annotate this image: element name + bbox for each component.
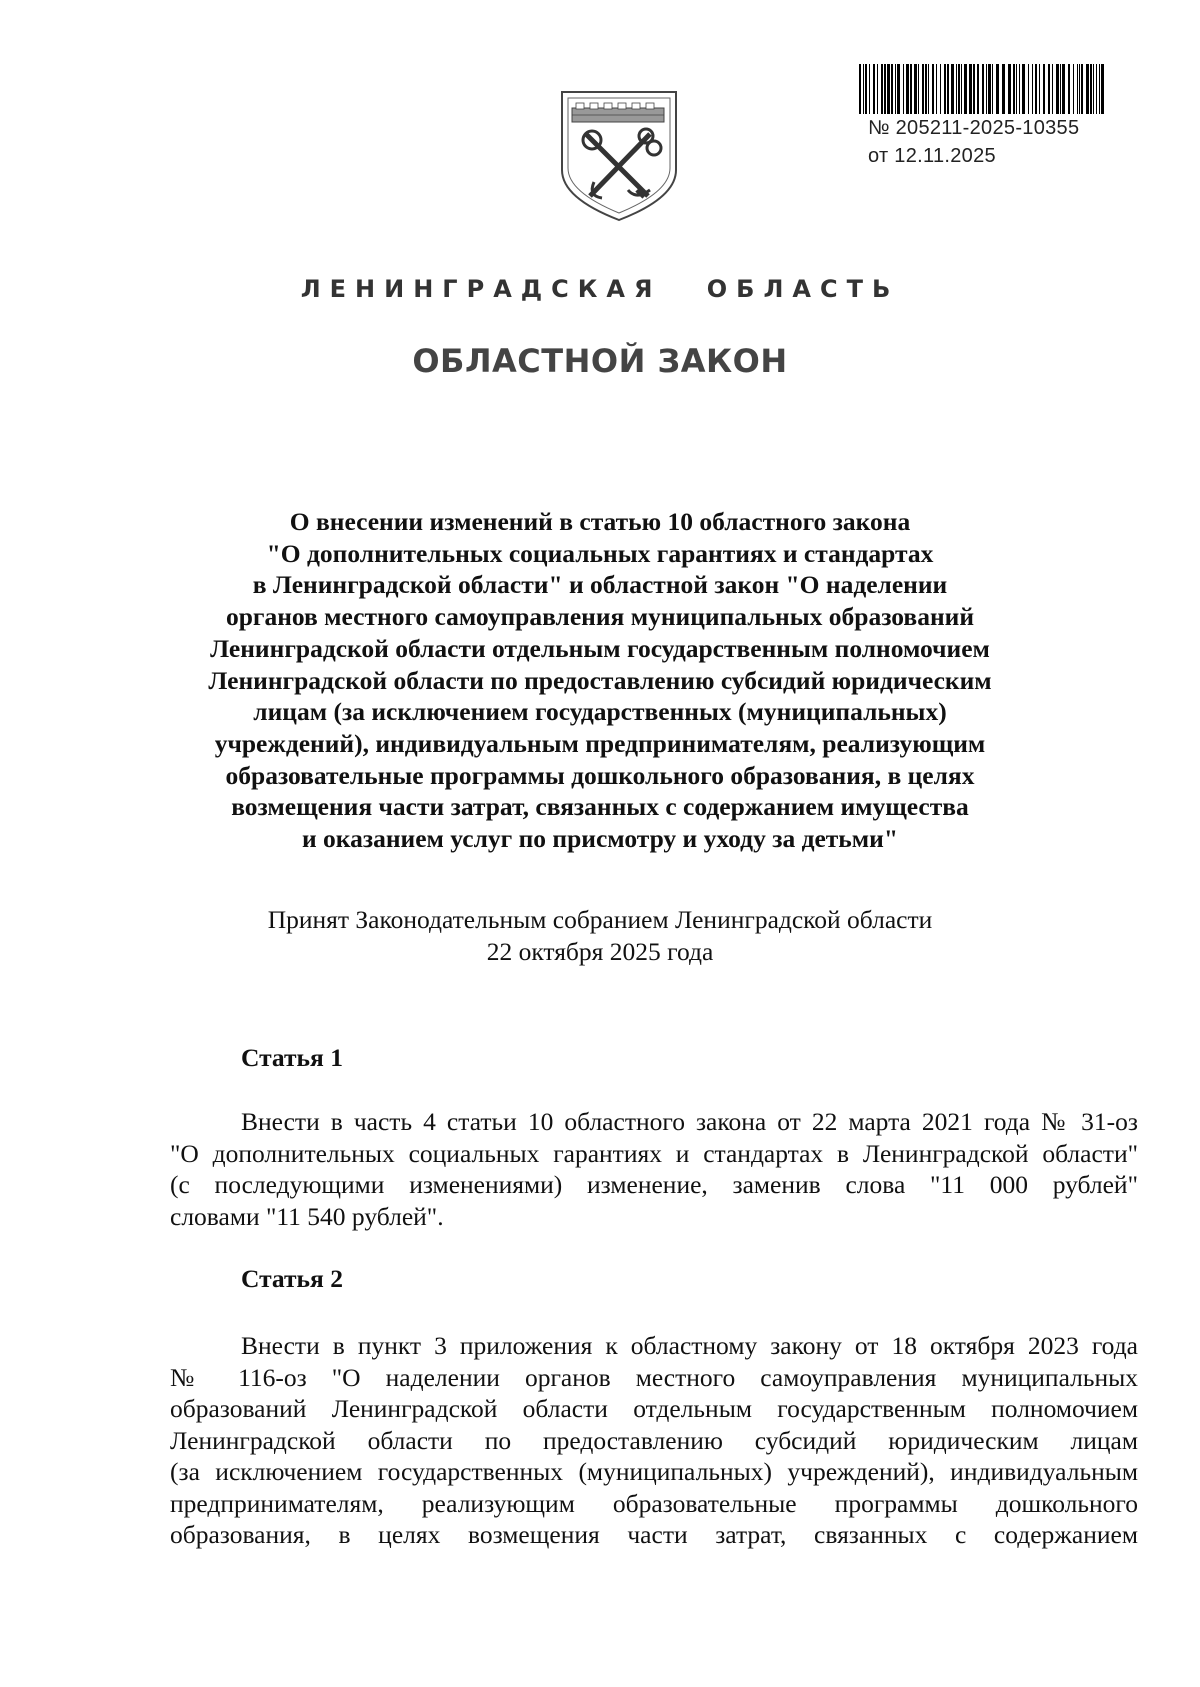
paragraph-line: Внести в пункт 3 приложения к областному закону от 18 октября 2023 года xyxy=(241,1331,1138,1360)
barcode-bar xyxy=(922,64,924,114)
law-title-line: и оказанием услуг по присмотру и уходу за детьми" xyxy=(301,824,899,854)
paragraph-line: словами "11 540 рублей". xyxy=(170,1201,444,1231)
barcode-bar xyxy=(1022,64,1025,114)
barcode-bar xyxy=(925,64,927,114)
barcode-bar xyxy=(918,64,919,114)
adoption-date: 22 октября 2025 года xyxy=(486,937,714,966)
article-2-heading: Статья 2 xyxy=(241,1264,343,1293)
barcode-bar xyxy=(914,64,917,114)
barcode-bar xyxy=(992,64,993,114)
barcode-bar xyxy=(891,64,893,114)
barcode-bar xyxy=(961,64,962,114)
paragraph-line: Внести в часть 4 статьи 10 областного закона от 22 марта 2021 года № 31-оз xyxy=(241,1107,1138,1136)
registration-date: от 12.11.2025 xyxy=(868,145,996,167)
barcode-bar xyxy=(1062,64,1065,114)
barcode-bar xyxy=(1096,64,1097,114)
barcode-bar xyxy=(1077,64,1078,114)
barcode-bar xyxy=(906,64,909,114)
barcode-bar xyxy=(895,64,896,114)
barcode-bar xyxy=(903,64,904,114)
barcode-bar xyxy=(1056,64,1059,114)
barcode-bar xyxy=(956,64,957,114)
barcode-bar xyxy=(881,64,883,114)
barcode-bar xyxy=(1048,64,1050,114)
barcode-bar xyxy=(1079,64,1080,114)
barcode-bar xyxy=(1101,64,1104,114)
barcode-bar xyxy=(940,64,941,114)
barcode-bar xyxy=(932,64,934,114)
barcode-bar xyxy=(996,64,999,114)
barcode-bar xyxy=(1008,64,1011,114)
barcode-bar xyxy=(1099,64,1100,114)
region-title: ЛЕНИНГРАДСКАЯ ОБЛАСТЬ xyxy=(300,275,900,303)
document-type: ОБЛАСТНОЙ ЗАКОН xyxy=(412,342,788,380)
barcode-bar xyxy=(973,64,975,114)
barcode-bar xyxy=(859,64,861,114)
adoption-statement xyxy=(130,904,1070,968)
barcode-bar xyxy=(951,64,954,114)
paragraph-line: предпринимателям, реализующим образовательные программы дошкольного xyxy=(170,1488,1138,1518)
barcode-bar xyxy=(1016,64,1017,114)
barcode-bar xyxy=(1086,64,1089,114)
coat-of-arms-icon xyxy=(558,86,680,224)
barcode-bar xyxy=(986,64,987,114)
barcode-bar xyxy=(897,64,900,114)
barcode-bar xyxy=(1019,64,1020,114)
barcode-bar xyxy=(947,64,949,114)
barcode-bar xyxy=(928,64,929,114)
law-title-line: "О дополнительных социальных гарантиях и стандартах xyxy=(266,538,934,568)
paragraph-line: образования, в целях возмещения части затрат, связанных с содержанием xyxy=(170,1520,1138,1549)
barcode-bar xyxy=(1073,64,1074,114)
article-2-text xyxy=(170,1330,1138,1551)
barcode-bar xyxy=(1002,64,1005,114)
article-1-heading: Статья 1 xyxy=(241,1043,343,1072)
paragraph-line: "О дополнительных социальных гарантиях и стандартах в Ленинградской области" xyxy=(170,1138,1138,1168)
barcode-bar xyxy=(884,64,886,114)
law-title-line: Ленинградской области по предоставлению субсидий юридическим xyxy=(208,665,992,695)
barcode xyxy=(859,64,1105,114)
barcode-bar xyxy=(910,64,912,114)
barcode-bar xyxy=(877,64,878,114)
barcode-bar xyxy=(936,64,937,114)
paragraph-line: (с последующими изменениями) изменение, заменив слова "11 000 рублей" xyxy=(170,1170,1138,1199)
law-title-line: лицам (за исключением государственных (муниципальных) xyxy=(253,697,947,727)
barcode-bar xyxy=(969,64,972,114)
law-title-line: возмещения части затрат, связанных с содержанием имущества xyxy=(231,792,969,822)
paragraph-line: (за исключением государственных (муниципальных) учреждений), индивидуальным xyxy=(170,1457,1138,1486)
barcode-bar xyxy=(1052,64,1053,114)
barcode-bar xyxy=(865,64,867,114)
barcode-bar xyxy=(1068,64,1070,114)
law-title xyxy=(130,506,1070,855)
barcode-bar xyxy=(887,64,890,114)
paragraph-line: № 116-оз "О наделении органов местного самоуправления муниципальных xyxy=(170,1362,1138,1392)
barcode-bar xyxy=(1039,64,1040,114)
barcode-bar xyxy=(964,64,967,114)
paragraph-line: Ленинградской области по предоставлению субсидий юридическим лицам xyxy=(170,1425,1138,1455)
law-title-line: органов местного самоуправления муниципальных образований xyxy=(225,602,975,632)
paragraph-line: образований Ленинградской области отдельным государственным полномочием xyxy=(170,1394,1138,1423)
adoption-body: Принят Законодательным собранием Ленинградской области xyxy=(267,905,933,934)
barcode-bar xyxy=(944,64,946,114)
barcode-bar xyxy=(958,64,960,114)
barcode-bar xyxy=(1028,64,1029,114)
law-title-line: в Ленинградской области" и областной закон "О наделении xyxy=(252,570,948,600)
barcode-bar xyxy=(988,64,991,114)
barcode-bar xyxy=(1060,64,1061,114)
article-1-text xyxy=(170,1106,1138,1232)
registration-number: № 205211-2025-10355 xyxy=(868,117,1080,139)
barcode-bar xyxy=(982,64,984,114)
law-title-line: учреждений), индивидуальным предпринимателям, реализующим xyxy=(214,728,986,758)
barcode-bar xyxy=(977,64,979,114)
barcode-bar xyxy=(869,64,870,114)
barcode-bar xyxy=(1090,64,1092,114)
barcode-bar xyxy=(1035,64,1037,114)
law-title-line: О внесении изменений в статью 10 областного закона xyxy=(289,507,911,536)
barcode-bar xyxy=(1032,64,1033,114)
barcode-bar xyxy=(873,64,875,114)
barcode-bar xyxy=(863,64,864,114)
law-title-line: Ленинградской области отдельным государственным полномочием xyxy=(210,633,990,663)
barcode-bar xyxy=(1043,64,1045,114)
law-title-line: образовательные программы дошкольного образования, в целях xyxy=(225,760,975,790)
barcode-bar xyxy=(1013,64,1015,114)
barcode-bar xyxy=(1081,64,1083,114)
barcode-bar xyxy=(1093,64,1094,114)
